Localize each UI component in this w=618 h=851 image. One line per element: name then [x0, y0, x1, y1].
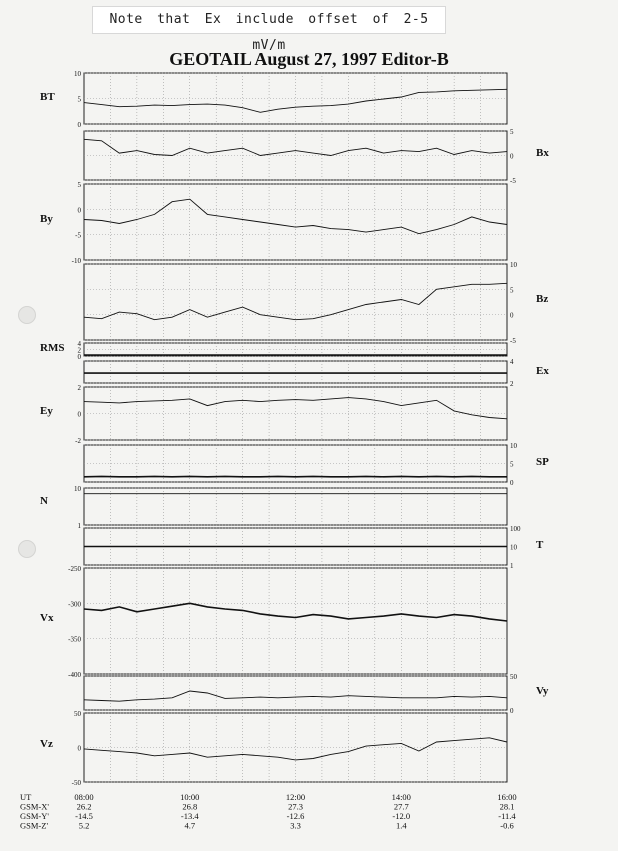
tick-label-vx: -300: [68, 600, 81, 609]
x-row-value: 10:00: [180, 792, 200, 802]
tick-label-sp: 0: [510, 479, 514, 487]
panel-label-vy: Vy: [536, 685, 549, 697]
x-row-value: -12.6: [286, 811, 305, 821]
tick-label-bx: 5: [510, 128, 514, 136]
x-row-value: -0.6: [500, 820, 514, 831]
panel-label-vz: Vz: [40, 738, 53, 750]
tick-label-ex: 2: [510, 380, 514, 388]
x-row-value: -14.5: [75, 811, 93, 821]
panel-label-bx: Bx: [536, 147, 549, 159]
tick-label-by: 5: [77, 181, 81, 189]
chart-title: GEOTAIL August 27, 1997 Editor-B: [169, 49, 449, 69]
x-row-value: -13.4: [180, 811, 199, 821]
x-row-label: GSM-Z': [20, 820, 48, 831]
tick-label-bz: 0: [510, 311, 514, 320]
tick-label-bz: -5: [510, 337, 516, 345]
series-line-by: [84, 199, 507, 234]
offset-note: Note that Ex include offset of 2-5 mV/m: [92, 6, 446, 34]
panel-frame-vy: [84, 676, 507, 710]
tick-label-ey: 0: [77, 410, 81, 419]
x-row-value: 26.2: [76, 801, 92, 812]
x-row-value: 14:00: [391, 792, 411, 802]
tick-label-n: 1: [77, 522, 81, 530]
panel-label-sp: SP: [536, 456, 549, 468]
panel-label-ey: Ey: [40, 405, 53, 417]
tick-label-by: -10: [71, 257, 81, 265]
series-line-vy: [84, 691, 507, 701]
tick-label-vz: -50: [71, 779, 81, 787]
tick-label-t: 100: [510, 525, 521, 533]
panel-label-vx: Vx: [40, 612, 54, 624]
tick-label-bt: 5: [77, 95, 81, 104]
tick-label-ex: 4: [510, 358, 514, 366]
panel-frame-bz: [84, 264, 507, 340]
tick-label-bx: -5: [510, 177, 516, 185]
tick-label-bz: 5: [510, 286, 514, 295]
series-line-vz: [84, 738, 507, 760]
x-row-value: 27.3: [288, 801, 303, 812]
x-row-value: 16:00: [497, 792, 517, 802]
tick-label-bt: 10: [74, 70, 81, 78]
tick-label-vz: 50: [74, 710, 81, 718]
tick-label-vx: -400: [68, 671, 81, 679]
x-row-value: 27.7: [393, 801, 409, 812]
panel-frame-by: [84, 184, 507, 260]
tick-label-by: -5: [75, 231, 81, 240]
tick-label-bx: 0: [510, 152, 514, 161]
x-row-value: 28.1: [499, 801, 515, 812]
tick-label-sp: 5: [510, 460, 514, 469]
x-row-value: 1.4: [395, 820, 407, 831]
x-row-value: 08:00: [74, 792, 94, 802]
tick-label-ey: 2: [77, 384, 81, 392]
x-row-value: 4.7: [184, 820, 196, 831]
panel-label-bt: BT: [40, 91, 55, 103]
series-line-vx: [84, 603, 507, 621]
tick-label-by: 0: [77, 206, 81, 215]
x-row-value: 12:00: [285, 792, 306, 802]
panel-label-bz: Bz: [536, 293, 549, 305]
tick-label-n: 10: [74, 485, 81, 493]
tick-label-ey: -2: [75, 437, 81, 445]
x-row-value: 5.2: [78, 820, 90, 831]
tick-label-t: 10: [510, 543, 517, 552]
x-row-label: UT: [20, 792, 32, 802]
tick-label-vz: 0: [77, 744, 81, 753]
tick-label-rms: 4: [77, 340, 81, 348]
tick-label-bz: 10: [510, 261, 517, 269]
panel-label-ex: Ex: [536, 365, 549, 377]
tick-label-vx: -250: [68, 565, 81, 573]
x-row-value: -12.0: [392, 811, 411, 821]
tick-label-vy: 50: [510, 673, 517, 681]
tick-label-t: 1: [510, 562, 514, 570]
panel-label-rms: RMS: [40, 342, 65, 354]
tick-label-sp: 10: [510, 442, 517, 450]
tick-label-bt: 0: [77, 121, 81, 129]
tick-label-rms: 2: [77, 346, 81, 355]
x-row-label: GSM-X': [20, 801, 49, 812]
x-row-value: -11.4: [498, 811, 516, 821]
panel-label-n: N: [40, 495, 48, 507]
tick-label-rms: 0: [77, 353, 81, 361]
x-row-label: GSM-Y': [20, 811, 49, 821]
tick-label-vx: -350: [68, 635, 81, 644]
panel-label-by: By: [40, 213, 53, 225]
x-row-value: 3.3: [290, 820, 301, 831]
panel-label-t: T: [536, 539, 544, 551]
tick-label-vy: 0: [510, 707, 514, 715]
series-line-bx: [84, 139, 507, 155]
x-row-value: 26.8: [182, 801, 198, 812]
